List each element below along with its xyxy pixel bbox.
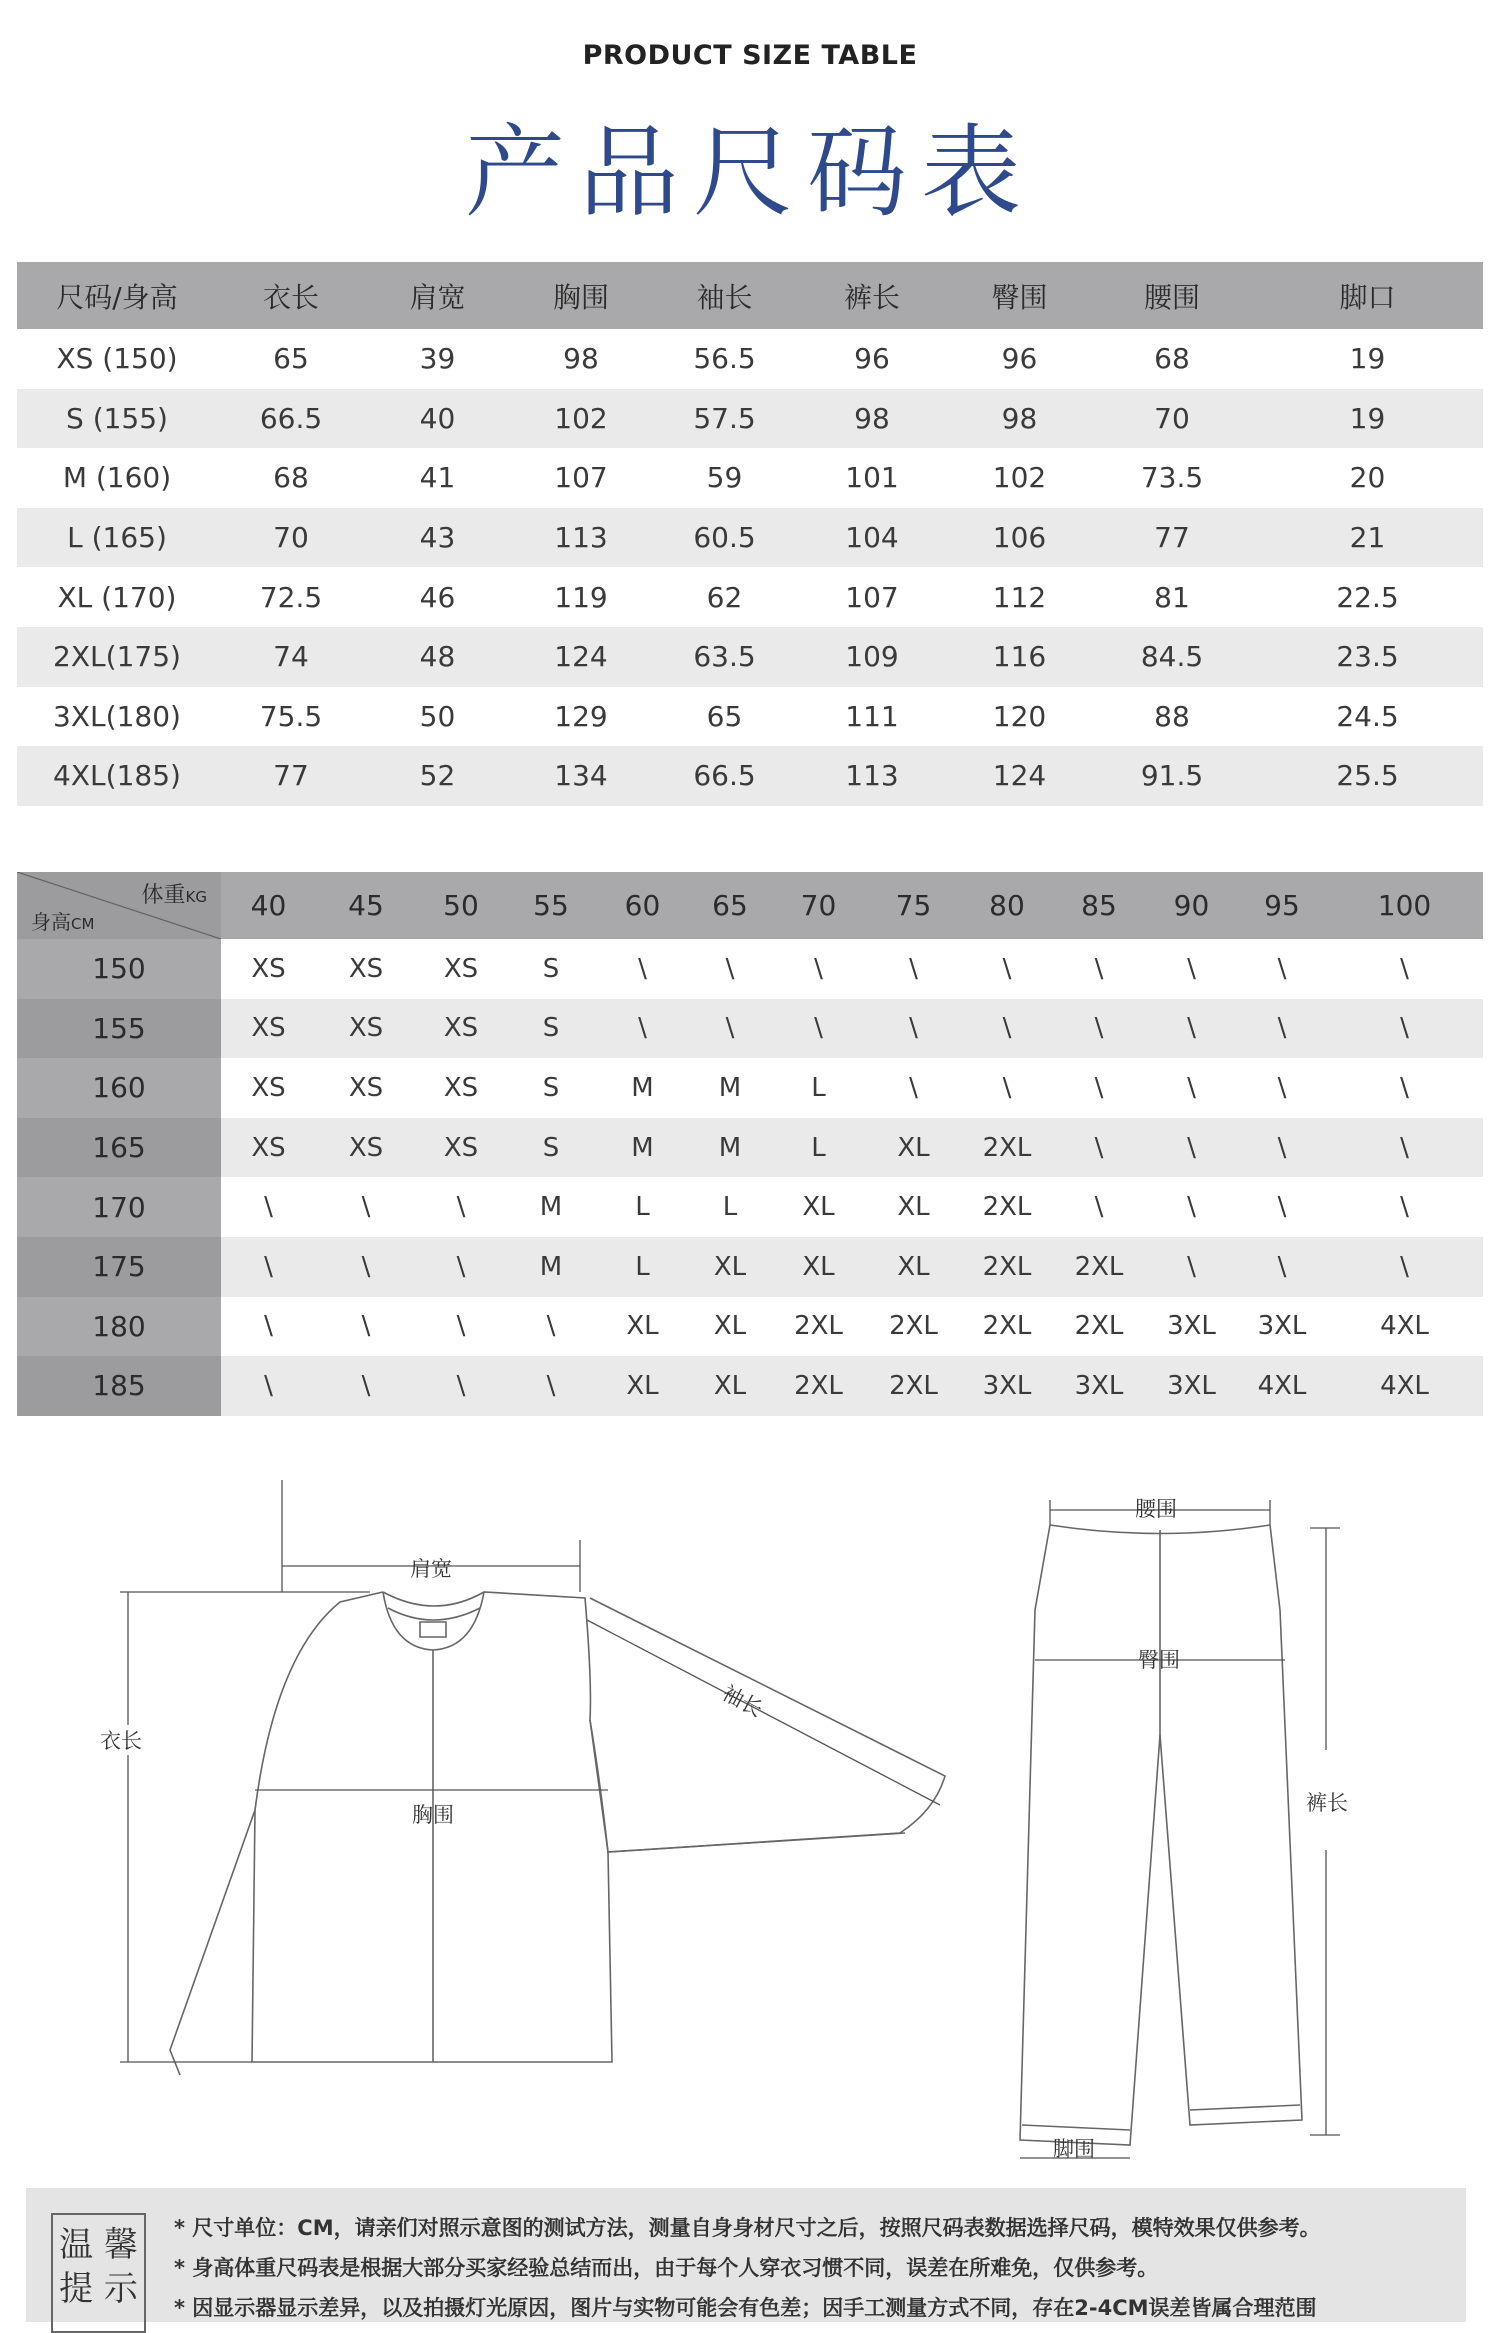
measurement-cell: 20	[1349, 461, 1386, 495]
size-recommendation-cell: S	[506, 1118, 596, 1178]
sleeve-label: 袖长	[718, 1680, 767, 1722]
size-recommendation-cell: 4XL	[1326, 1356, 1483, 1416]
size-recommendation-cell: \	[1002, 953, 1012, 984]
weight-column-header: 65	[689, 872, 771, 939]
page-title: 产品尺码表	[465, 114, 1035, 231]
height-row-header: 150	[17, 939, 221, 999]
weight-column-header: 55	[506, 872, 596, 939]
table-row	[17, 508, 1483, 568]
size-recommendation-cell: \	[1277, 953, 1287, 984]
measurement-cell: 23.5	[1252, 627, 1483, 687]
size-recommendation-cell: \	[814, 953, 823, 984]
table-row	[17, 627, 1483, 687]
hem-label: 脚围	[1053, 2137, 1095, 2160]
measurement-cell: 72.5	[259, 580, 323, 614]
size-recommendation-cell: L	[635, 1192, 650, 1223]
size-label-cell: 4XL(185)	[17, 746, 217, 806]
measurement-cell: 19	[1349, 342, 1386, 376]
size-recommendation-cell: \	[1145, 1118, 1238, 1178]
size-label-cell: L (165)	[17, 508, 217, 568]
size-recommendation-cell: \	[689, 999, 771, 1059]
size-recommendation-cell: \	[1145, 999, 1238, 1059]
weight-column-header: 40	[221, 872, 316, 939]
size-recommendation-cell: XL	[689, 1356, 771, 1416]
size-recommendation-cell: 2XL	[771, 1356, 866, 1416]
size-table-header	[17, 262, 1483, 329]
size-recommendation-cell: M	[718, 1072, 742, 1103]
size-recommendation-cell: 2XL	[794, 1311, 843, 1342]
size-recommendation-cell: \	[1094, 953, 1104, 984]
size-table-column-header: 衣长	[217, 262, 365, 329]
measurement-cell: 74	[217, 627, 365, 687]
measurement-cell: 111	[845, 699, 899, 733]
measurement-cell: 43	[365, 508, 510, 568]
shoulder-label: 肩宽	[410, 1557, 452, 1581]
page-subtitle: PRODUCT SIZE TABLE	[582, 40, 918, 71]
size-recommendation-cell: XL	[689, 1237, 771, 1297]
measurement-cell: 68	[1154, 342, 1190, 376]
weight-column-header: 45	[316, 872, 416, 939]
size-recommendation-cell: \	[1094, 1072, 1104, 1103]
size-recommendation-cell: \	[1053, 999, 1145, 1059]
size-recommendation-cell: XL	[866, 1237, 961, 1297]
size-table-column-header: 腰围	[1092, 262, 1252, 329]
size-recommendation-cell: \	[456, 1192, 466, 1223]
size-table-column-header: 裤长	[797, 262, 947, 329]
size-recommendation-cell: XL	[866, 1118, 961, 1178]
size-recommendation-cell: 4XL	[1380, 1311, 1429, 1342]
measurement-cell: 66.5	[217, 389, 365, 449]
measurement-cell: 120	[992, 699, 1047, 733]
corner-weight-unit: KG	[185, 888, 207, 906]
size-recommendation-cell: 3XL	[1257, 1311, 1307, 1342]
corner-weight-label: 体重	[141, 883, 186, 908]
measurement-cell: 112	[992, 580, 1047, 614]
size-label-cell: 2XL(175)	[17, 627, 217, 687]
size-recommendation-cell: \	[1187, 953, 1196, 984]
size-table-column-header: 袖长	[652, 262, 797, 329]
table-row	[17, 1356, 1483, 1416]
size-recommendation-cell: XS	[443, 1072, 479, 1103]
size-recommendation-cell: 2XL	[1053, 1237, 1145, 1297]
weight-height-corner	[17, 872, 221, 939]
table-row	[17, 1297, 1483, 1357]
measurement-cell: 25.5	[1252, 746, 1483, 806]
size-recommendation-cell: XL	[802, 1192, 835, 1223]
jacket-dimension-lines	[120, 1480, 940, 2062]
tips-lines	[174, 2208, 1454, 2328]
measurement-cell: 57.5	[652, 389, 797, 449]
size-recommendation-cell: \	[1400, 1192, 1409, 1223]
weight-column-header: 100	[1326, 872, 1483, 939]
size-label-cell: M (160)	[62, 461, 172, 495]
chest-label: 胸围	[412, 1803, 454, 1827]
measurement-cell: 102	[992, 461, 1047, 495]
size-recommendation-cell: L	[811, 1072, 826, 1103]
weight-column-header: 90	[1145, 872, 1238, 939]
measurement-cell: 68	[273, 461, 309, 495]
measurement-cell: 124	[510, 627, 652, 687]
size-label-cell: S (155)	[17, 389, 217, 449]
table-row	[17, 448, 1483, 508]
size-recommendation-cell: 2XL	[889, 1311, 938, 1342]
measurement-cell: 98	[797, 389, 947, 449]
tips-label-line2: 提 示	[59, 2269, 138, 2309]
size-recommendation-cell: M	[631, 1072, 654, 1103]
size-recommendation-cell: XS	[251, 1072, 286, 1103]
tips-box	[26, 2188, 1466, 2322]
corner-height-label: 身高	[31, 910, 71, 934]
size-recommendation-cell: 3XL	[1145, 1356, 1238, 1416]
height-row-header: 165	[17, 1118, 221, 1178]
size-recommendation-cell: 2XL	[982, 1192, 1032, 1223]
tip-line: * 身高体重尺码表是根据大部分买家经验总结而出，由于每个人穿衣习惯不同，误差在所难免，仅供参考。	[174, 2256, 1159, 2280]
height-row-header: 185	[17, 1356, 221, 1416]
size-recommendation-cell: M	[506, 1237, 596, 1297]
measurement-cell: 59	[706, 461, 743, 495]
table-row	[17, 999, 1483, 1059]
measurement-cell: 77	[1092, 508, 1252, 568]
measurement-cell: 81	[1154, 580, 1190, 614]
length-label: 衣长	[100, 1729, 142, 1753]
size-recommendation-cell: \	[1277, 1072, 1287, 1103]
measurement-cell: 106	[947, 508, 1092, 568]
measurement-cell: 113	[797, 746, 947, 806]
height-row-header: 170	[17, 1177, 221, 1237]
corner-height-unit: CM	[71, 915, 95, 933]
measurement-cell: 52	[365, 746, 510, 806]
size-recommendation-cell: XS	[416, 1118, 506, 1178]
size-recommendation-cell: \	[1238, 1237, 1326, 1297]
size-recommendation-cell: XS	[316, 1118, 416, 1178]
size-recommendation-cell: \	[596, 999, 689, 1059]
height-row-header: 155	[17, 999, 221, 1059]
size-recommendation-cell: \	[316, 1356, 416, 1416]
measurement-cell: 63.5	[652, 627, 797, 687]
size-recommendation-cell: \	[546, 1311, 556, 1342]
measurement-cell: 119	[554, 580, 608, 614]
tip-line: * 因显示器显示差异，以及拍摄灯光原因，图片与实物可能会有色差；因手工测量方式不同，存在2-4CM误差皆属合理范围	[174, 2296, 1317, 2320]
measurement-cell: 70	[217, 508, 365, 568]
measurement-cell: 101	[845, 461, 899, 495]
size-recommendation-cell: \	[1326, 999, 1483, 1059]
size-recommendation-cell: \	[416, 1237, 506, 1297]
measurement-cell: 98	[947, 389, 1092, 449]
measurement-cell: 96	[1001, 342, 1038, 376]
size-recommendation-cell: XS	[221, 999, 316, 1059]
measurement-cell: 56.5	[693, 342, 756, 376]
measurement-cell: 107	[845, 580, 899, 614]
weight-column-header: 85	[1053, 872, 1145, 939]
size-recommendation-cell: \	[1094, 1192, 1104, 1223]
size-recommendation-cell: 2XL	[961, 1118, 1053, 1178]
tips-label	[51, 2213, 146, 2333]
pants-drawing	[1020, 1525, 1302, 2145]
table-row	[17, 746, 1483, 806]
measurement-cell: 19	[1252, 389, 1483, 449]
weight-height-table	[17, 872, 1483, 1416]
pants-length-label: 裤长	[1306, 1791, 1348, 1815]
tip-line: * 尺寸单位：CM，请亲们对照示意图的测试方法，测量自身身材尺寸之后，按照尺码表数据选择尺码，模特效果仅供参考。	[174, 2216, 1321, 2240]
size-recommendation-cell: 3XL	[1167, 1311, 1216, 1342]
measurement-cell: 46	[419, 580, 456, 614]
size-recommendation-cell: \	[1187, 1192, 1196, 1223]
measurement-cell: 104	[797, 508, 947, 568]
measurement-cell: 134	[510, 746, 652, 806]
weight-column-header: 80	[961, 872, 1053, 939]
pants-dimension-lines	[1020, 1500, 1340, 2158]
measurement-cell: 21	[1252, 508, 1483, 568]
size-label-cell: 3XL(180)	[53, 699, 181, 733]
size-recommendation-cell: \	[1238, 1118, 1326, 1178]
size-recommendation-cell: \	[1326, 1237, 1483, 1297]
size-recommendation-cell: S	[506, 999, 596, 1059]
size-recommendation-cell: M	[596, 1118, 689, 1178]
height-row-header: 175	[17, 1237, 221, 1297]
size-recommendation-cell: \	[506, 1356, 596, 1416]
size-recommendation-cell: S	[542, 1072, 560, 1103]
size-recommendation-cell: XS	[316, 999, 416, 1059]
size-recommendation-cell: \	[1326, 1118, 1483, 1178]
size-recommendation-cell: S	[542, 953, 560, 984]
size-recommendation-cell: \	[1053, 1118, 1145, 1178]
measurement-cell: 48	[365, 627, 510, 687]
measurement-cell: 60.5	[652, 508, 797, 568]
size-recommendation-cell: \	[1187, 1072, 1196, 1103]
measurement-cell: 113	[510, 508, 652, 568]
size-recommendation-cell: \	[961, 999, 1053, 1059]
measurement-diagram	[0, 1480, 1500, 2160]
size-recommendation-cell: XS	[416, 999, 506, 1059]
size-recommendation-cell: XL	[897, 1192, 930, 1223]
size-recommendation-cell: 2XL	[866, 1356, 961, 1416]
measurement-cell: 124	[947, 746, 1092, 806]
size-recommendation-cell: \	[638, 953, 647, 984]
size-table-column-header: 臀围	[947, 262, 1092, 329]
size-recommendation-cell: L	[596, 1237, 689, 1297]
measurement-cell: 50	[419, 699, 456, 733]
size-recommendation-cell: \	[316, 1237, 416, 1297]
size-recommendation-cell: \	[416, 1356, 506, 1416]
measurement-cell: 91.5	[1092, 746, 1252, 806]
measurement-cell: 75.5	[259, 699, 323, 733]
measurement-cell: 70	[1092, 389, 1252, 449]
measurement-cell: 73.5	[1140, 461, 1204, 495]
measurement-cell: 98	[563, 342, 599, 376]
measurement-cell: 65	[273, 342, 309, 376]
size-recommendation-cell: XS	[443, 953, 479, 984]
jacket-drawing	[170, 1592, 945, 2075]
measurement-cell: 84.5	[1092, 627, 1252, 687]
table-row	[17, 329, 1483, 389]
size-recommendation-cell: \	[221, 1237, 316, 1297]
size-recommendation-cell: 3XL	[1053, 1356, 1145, 1416]
measurement-cell: 40	[365, 389, 510, 449]
measurement-cell: 22.5	[1336, 580, 1399, 614]
size-recommendation-cell: \	[1002, 1072, 1012, 1103]
size-recommendation-cell: \	[1277, 1192, 1287, 1223]
size-recommendation-cell: \	[1238, 999, 1326, 1059]
tips-label-line1: 温 馨	[59, 2225, 138, 2265]
size-table	[17, 262, 1483, 806]
size-table-column-header: 脚口	[1252, 262, 1483, 329]
dimension-labels	[100, 1497, 1348, 2160]
size-recommendation-cell: 4XL	[1238, 1356, 1326, 1416]
size-recommendation-cell: \	[909, 953, 918, 984]
measurement-cell: 62	[706, 580, 743, 614]
size-recommendation-cell: \	[909, 1072, 918, 1103]
size-recommendation-cell: \	[866, 999, 961, 1059]
table-row	[17, 1177, 1483, 1237]
table-row	[17, 389, 1483, 449]
size-table-column-header: 肩宽	[365, 262, 510, 329]
size-recommendation-cell: \	[1400, 1072, 1409, 1103]
hip-label: 臀围	[1138, 1648, 1180, 1672]
size-table-column-header: 胸围	[510, 262, 652, 329]
height-row-header: 160	[17, 1058, 221, 1118]
size-recommendation-cell: M	[539, 1192, 563, 1223]
table-row	[17, 1237, 1483, 1297]
size-recommendation-cell: 3XL	[961, 1356, 1053, 1416]
size-recommendation-cell: \	[771, 999, 866, 1059]
table-row	[17, 567, 1483, 627]
size-recommendation-cell: XS	[348, 953, 384, 984]
measurement-cell: 88	[1154, 699, 1190, 733]
size-recommendation-cell: M	[689, 1118, 771, 1178]
size-recommendation-cell: \	[361, 1311, 371, 1342]
measurement-cell: 65	[706, 699, 743, 733]
size-recommendation-cell: \	[264, 1311, 273, 1342]
measurement-cell: 24.5	[1336, 699, 1399, 733]
size-recommendation-cell: \	[1400, 953, 1409, 984]
size-recommendation-cell: \	[725, 953, 735, 984]
size-recommendation-cell: 2XL	[961, 1237, 1053, 1297]
table-row	[17, 939, 1483, 999]
waist-label: 腰围	[1135, 1497, 1177, 1521]
size-recommendation-cell: XS	[348, 1072, 384, 1103]
weight-column-header: 50	[416, 872, 506, 939]
measurement-cell: 102	[510, 389, 652, 449]
size-recommendation-cell: XL	[596, 1356, 689, 1416]
size-recommendation-cell: \	[361, 1192, 371, 1223]
measurement-cell: 109	[797, 627, 947, 687]
size-recommendation-cell: L	[722, 1192, 738, 1223]
size-recommendation-cell: XL	[771, 1237, 866, 1297]
size-recommendation-cell: XL	[626, 1311, 659, 1342]
size-recommendation-cell: XS	[251, 953, 286, 984]
height-row-header: 180	[17, 1297, 221, 1357]
size-recommendation-cell: \	[1145, 1237, 1238, 1297]
table-row	[17, 1118, 1483, 1178]
size-label-cell: XL (170)	[57, 580, 177, 614]
size-label-cell: XS (150)	[56, 342, 178, 376]
measurement-cell: 129	[554, 699, 608, 733]
weight-column-header: 60	[596, 872, 689, 939]
table-row	[17, 1058, 1483, 1118]
size-recommendation-cell: \	[264, 1192, 273, 1223]
measurement-cell: 77	[217, 746, 365, 806]
size-recommendation-cell: \	[456, 1311, 466, 1342]
weight-table-header	[17, 872, 1483, 939]
size-recommendation-cell: L	[771, 1118, 866, 1178]
size-recommendation-cell: XL	[713, 1311, 747, 1342]
table-row	[17, 687, 1483, 747]
size-table-column-header: 尺码/身高	[17, 262, 217, 329]
size-recommendation-cell: XS	[221, 1118, 316, 1178]
size-recommendation-cell: 2XL	[982, 1311, 1032, 1342]
measurement-cell: 107	[554, 461, 608, 495]
weight-column-header: 95	[1238, 872, 1326, 939]
measurement-cell: 41	[419, 461, 456, 495]
weight-column-header: 75	[866, 872, 961, 939]
measurement-cell: 116	[947, 627, 1092, 687]
size-recommendation-cell: \	[221, 1356, 316, 1416]
measurement-cell: 66.5	[652, 746, 797, 806]
measurement-cell: 39	[419, 342, 456, 376]
measurement-cell: 96	[854, 342, 890, 376]
weight-column-header: 70	[771, 872, 866, 939]
size-recommendation-cell: 2XL	[1074, 1311, 1124, 1342]
